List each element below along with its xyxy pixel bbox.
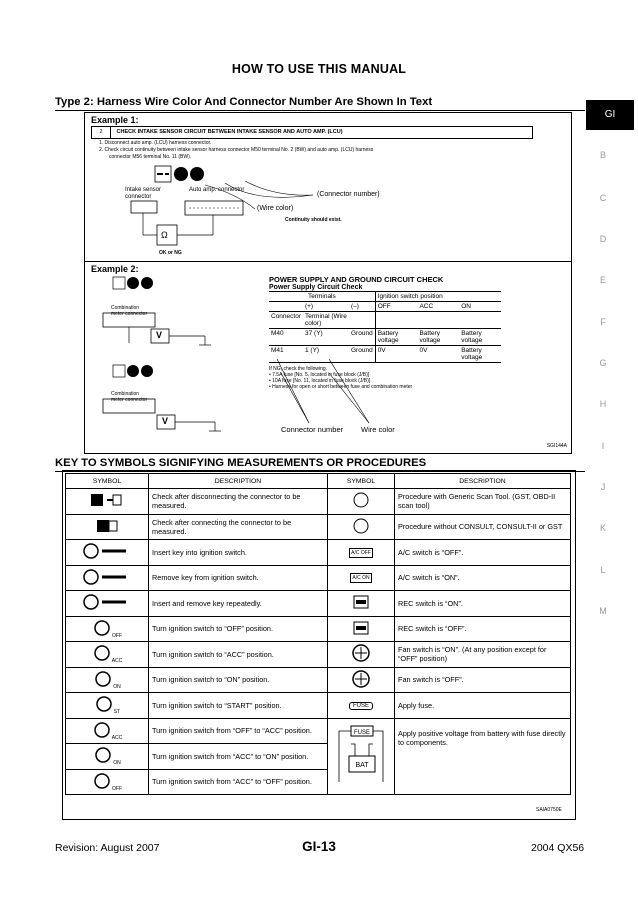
ignition-off-to-acc-icon: ACC [66,718,149,744]
desc-right-5: REC switch is “OFF”. [395,616,571,642]
example-divider [85,261,571,262]
example2-diagram [85,273,265,453]
fan-on-icon [328,642,395,668]
step-number: 2 [92,127,111,138]
ng-note-3: • 10A fuse [No. 11, located in fuse block (J/B)] [269,378,371,384]
header-symbol-left: SYMBOL [66,474,149,489]
figure-code-1: SGI144A [546,443,567,449]
voltmeter-1: V [156,330,163,340]
desc-left-2: Insert key into ignition switch. [149,540,328,566]
cell-acc: Battery voltage [419,330,441,344]
symbols-table [65,473,571,795]
ignition-acc-to-off-icon: OFF [66,769,149,795]
table-row [269,329,501,346]
wire-color-label: (Wire color) [257,205,294,212]
col-connector: Connector [271,313,301,320]
desc-right-7: Fan switch is “OFF”. [395,667,571,693]
continuity-label: Continuity should exist. [285,217,342,223]
wire-color-label-2: Wire color [361,425,395,434]
cell-terminal: 1 (Y) [305,347,320,354]
example-figure [84,112,572,454]
table-row [66,718,571,744]
table-row [66,565,571,591]
ignition-on-icon: ON [66,667,149,693]
side-letter-d[interactable]: D [599,234,607,244]
cell-connector: M40 [271,330,284,337]
side-letter-h[interactable]: H [599,399,607,409]
side-letter-f[interactable]: F [600,317,606,327]
cell-minus: Ground [351,347,373,354]
header-symbol-right: SYMBOL [328,474,395,489]
bat-label: BAT [355,762,369,770]
table-row [66,489,571,515]
cell-off: Battery voltage [375,329,417,346]
battery-fuse-icon [328,718,395,795]
connector-number-label: (Connector number) [317,191,380,198]
no-tools-icon [328,514,395,540]
insert-key-icon [66,540,149,566]
intake-connector [131,201,157,213]
ac-off-icon: A/C OFF [328,540,395,566]
table-row [66,591,571,617]
ac-on-icon: A/C ON [328,565,395,591]
col-off: OFF [375,302,417,312]
col-on: ON [461,303,471,310]
check-title: POWER SUPPLY AND GROUND CIRCUIT CHECK [269,275,444,284]
example1-line3: connector M56 terminal No. 11 (BW). [109,154,192,160]
side-letter-c[interactable]: C [599,193,607,203]
ignition-acc-icon: ACC [66,642,149,668]
table-row [66,514,571,540]
desc-left-11: Turn ignition switch from “ACC” to “OFF” position. [149,769,328,795]
connector-icon-1 [174,167,188,181]
disconnect-connector-icon [66,489,149,515]
side-letter-e[interactable]: E [599,275,606,285]
cell-connector: M41 [271,347,284,354]
ignition-off-icon: OFF [66,616,149,642]
insert-remove-key-icon [66,591,149,617]
col-plus: (+) [304,303,314,310]
ng-note-1: If NG, check the following. [269,366,328,372]
connected-connector-icon [66,514,149,540]
table-row [66,616,571,642]
desc-right-2: A/C switch is “OFF”. [395,540,571,566]
rec-on-icon [328,591,395,617]
desc-left-1: Check after connecting the connector to be measured. [149,514,328,540]
auto-amp-label: Auto amp. connector [189,187,245,193]
desc-left-3: Remove key from ignition switch. [149,565,328,591]
combination-meter-label-2: Combination meter connector [111,391,148,403]
desc-right-9: Apply positive voltage from battery with fuse directly to components. [395,718,571,795]
footer-revision: Revision: August 2007 [55,842,160,854]
figure-code-2: SAIA0750E [536,807,562,813]
desc-left-9: Turn ignition switch from “OFF” to “ACC” position. [149,718,328,744]
cell-on: Battery voltage [461,330,483,344]
voltmeter-2: V [162,416,169,426]
remove-key-icon [66,565,149,591]
side-letter-j[interactable]: J [600,482,606,492]
disconnect-connector-icon [155,166,171,182]
desc-left-6: Turn ignition switch to “ACC” position. [149,642,328,668]
desc-left-5: Turn ignition switch to “OFF” position. [149,616,328,642]
ok-ng-label: OK or NG [159,250,182,256]
side-letter-g[interactable]: G [599,358,607,368]
fuse-icon: FUSE [328,693,395,719]
table-row [66,540,571,566]
side-letter-m[interactable]: M [599,606,607,616]
table-row [66,693,571,719]
fuse-label: FUSE [353,730,371,737]
heading-rule [55,110,585,111]
desc-right-6: Fan switch is “ON”. (At any position except for “OFF” position) [395,642,571,668]
desc-left-4: Insert and remove key repeatedly. [149,591,328,617]
desc-left-8: Turn ignition switch to “START” position. [149,693,328,719]
side-letter-k[interactable]: K [599,523,606,533]
example1-line2: 2. Check circuit continuity between intake sensor harness connector M50 terminal No. 2 (BW) and auto amp. (LCU) harness [99,147,374,153]
ng-note-2: • 7.5A fuse [No. 5, located in fuse block (J/B)] [269,372,370,378]
col-terminals: Terminals [269,292,375,302]
example2-label: Example 2: [91,264,139,274]
cell-on: Battery voltage [461,347,483,361]
cell-acc: 0V [419,347,428,354]
desc-right-3: A/C switch is “ON”. [395,565,571,591]
side-tab-gi[interactable]: GI [586,100,634,130]
gst-tool-icon [328,489,395,515]
step-title: CHECK INTAKE SENSOR CIRCUIT BETWEEN INTAKE SENSOR AND AUTO AMP. (LCU) [116,129,343,135]
example1-label: Example 1: [91,115,139,125]
ng-note-4: • Harness for open or short between fuse and combination meter [269,384,413,390]
connector-number-label-2: Connector number [281,425,344,434]
example1-line1: 1. Disconnect auto amp. (LCU) harness connector. [99,140,212,146]
page-title: HOW TO USE THIS MANUAL [231,62,407,76]
header-description-left: DESCRIPTION [149,474,328,489]
footer-model: 2004 QX56 [531,842,585,854]
fan-off-icon [328,667,395,693]
example1-diagram [85,163,571,263]
cell-off: 0V [375,346,417,363]
rec-off-icon [328,616,395,642]
table-row [66,667,571,693]
ohm-symbol: Ω [161,230,168,240]
section-heading-type2: Type 2: Harness Wire Color And Connector Number Are Shown In Text [55,96,433,108]
desc-right-8: Apply fuse. [395,693,571,719]
desc-right-4: REC switch is “ON”. [395,591,571,617]
intake-sensor-label: Intake sensor connector [125,187,162,200]
col-terminal-wire: Terminal (Wire color) [305,313,347,327]
check-subtitle: Power Supply Circuit Check [269,284,501,292]
side-letter-i[interactable]: I [601,441,605,451]
desc-right-1: Procedure without CONSULT, CONSULT-II or GST [395,514,571,540]
desc-left-7: Turn ignition switch to “ON” position. [149,667,328,693]
combination-meter-label-1: Combination meter connector [111,305,148,317]
cell-terminal: 37 (Y) [305,330,323,337]
example1-step-box [91,126,533,139]
col-ignition: Ignition switch position [375,292,501,302]
col-acc: ACC [419,303,434,310]
ignition-acc-to-on-icon: ON [66,744,149,770]
callout-lines [269,353,389,433]
desc-right-0: Procedure with Generic Scan Tool. (GST, OBD-II scan tool) [395,489,571,515]
header-description-right: DESCRIPTION [395,474,571,489]
ignition-start-icon: ST [66,693,149,719]
cell-minus: Ground [351,330,373,337]
col-minus: (–) [351,303,359,310]
side-letter-l[interactable]: L [600,565,606,575]
section-heading-symbols: KEY TO SYMBOLS SIGNIFYING MEASUREMENTS OR PROCEDURES [55,457,427,469]
desc-left-10: Turn ignition switch from “ACC” to “ON” position. [149,744,328,770]
footer-page-number: GI-13 [302,839,336,854]
connector-icon-2 [190,167,204,181]
table-row [66,642,571,668]
desc-left-0: Check after disconnecting the connector to be measured. [149,489,328,515]
side-letter-b[interactable]: B [599,150,606,160]
